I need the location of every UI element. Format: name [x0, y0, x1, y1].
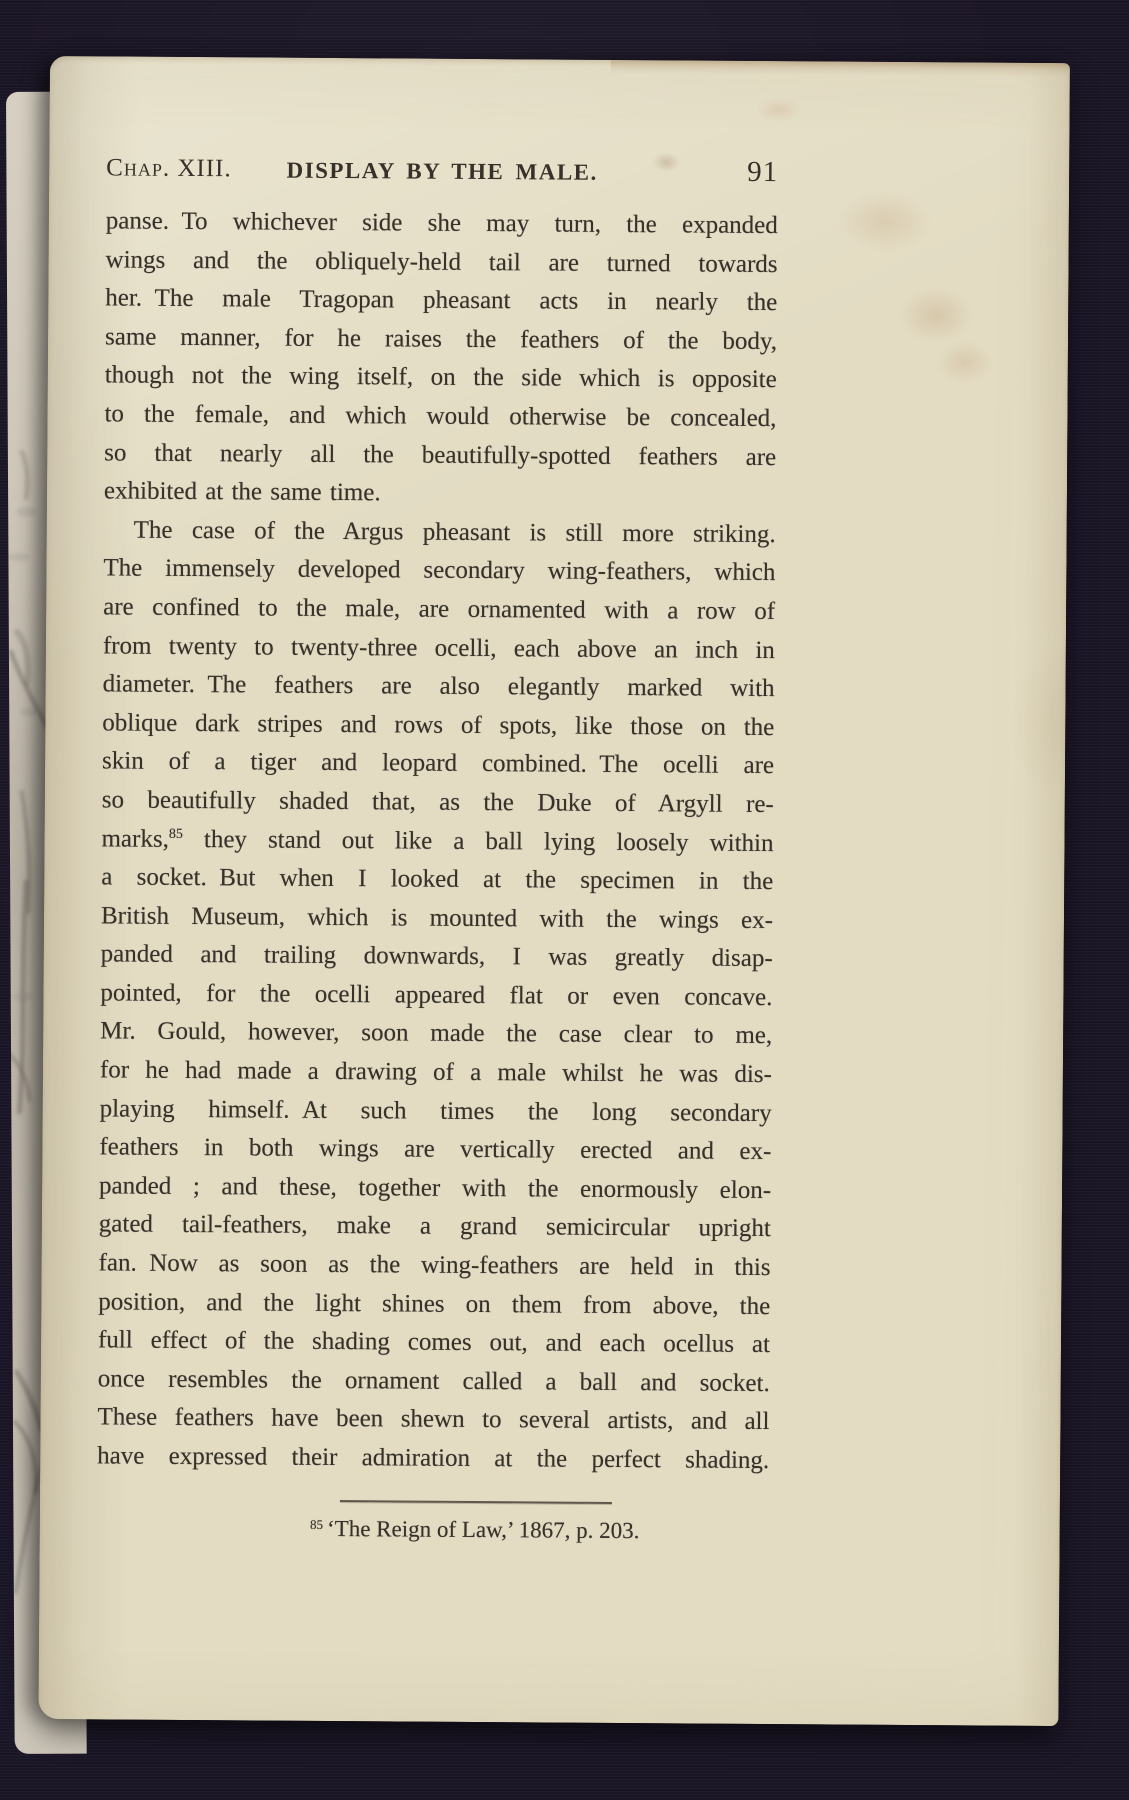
text-line: her. The male Tragopan pheasant acts in nearly the: [105, 284, 778, 317]
foxing-stain: [936, 339, 994, 385]
footnote-separator: [340, 1500, 612, 1504]
text-line: marks,$^{85}$ they stand out like a ball lying loosely within: [101, 824, 774, 857]
scanned-page: [38, 56, 1070, 1726]
text-line: so that nearly all the beautifully-spotted feathers are: [104, 438, 777, 471]
text-line: panded ; and these, together with the enormously elon-: [99, 1172, 772, 1204]
text-line: once resembles the ornament called a ball and socket.: [97, 1365, 770, 1397]
text-line: for he had made a drawing of a male whilst he was dis-: [99, 1056, 773, 1089]
text-line: so beautifully shaded that, as the Duke of Argyll re-: [101, 786, 774, 818]
foxing-stain: [1010, 643, 1070, 804]
text-line: fan. Now as soon as the wing-feathers are held in this: [98, 1249, 771, 1282]
text-line: from twenty to twenty-three ocelli, each above an inch in: [102, 631, 775, 664]
text-line: a socket. But when I looked at the specimen in the: [101, 863, 774, 896]
text-line: panse. To whichever side she may turn, the expanded: [105, 207, 778, 240]
text-line: feathers in both wings are vertically erected and ex-: [99, 1133, 772, 1166]
text-line: exhibited at the same time.: [103, 477, 381, 507]
footnote: [287, 1516, 663, 1545]
text-line: though not the wing itself, on the side which is opposite: [104, 361, 777, 394]
footnote-text: ‘The Reign of Law,’ 1867, p. 203.: [326, 1515, 640, 1544]
text-line: same manner, for he raises the feathers of the body,: [104, 323, 778, 355]
body-text: [97, 202, 778, 1480]
text-line: are confined to the male, are ornamented with a row of: [103, 593, 776, 626]
foxing-stain: [898, 286, 974, 345]
text-line: gated tail-feathers, make a grand semicircular upright: [98, 1210, 771, 1243]
running-title: DISPLAY BY THE MALE.: [286, 157, 598, 185]
text-line: skin of a tiger and leopard combined. The ocelli are: [101, 747, 775, 780]
text-line: Mr. Gould, however, soon made the case clear to me,: [100, 1017, 773, 1050]
text-line: pointed, for the ocelli appeared flat or even concave.: [100, 979, 773, 1011]
footnote-ref: 85: [168, 826, 183, 842]
text-line: oblique dark stripes and rows of spots, like those on the: [102, 709, 775, 741]
text-line: to the female, and which would otherwise be concealed,: [104, 400, 777, 433]
text-line: panded and trailing downwards, I was greatly disap-: [100, 940, 773, 973]
text-line: have expressed their admiration at the perfect shading.: [97, 1442, 770, 1475]
chapter-label: Chap. XIII.: [106, 154, 232, 183]
foxing-stain: [756, 97, 802, 123]
text-line: The case of the Argus pheasant is still more striking.: [133, 516, 776, 548]
foxing-stain: [611, 60, 1070, 77]
text-line: diameter. The feathers are also elegantly marked with: [102, 670, 775, 703]
text-line: British Museum, which is mounted with the wings ex-: [100, 902, 774, 934]
text-line: full effect of the shading comes out, and each ocellus at: [97, 1326, 771, 1359]
footnote-marker: 85: [310, 1516, 324, 1532]
foxing-stain: [837, 190, 933, 253]
page-header: [106, 142, 778, 187]
text-line: position, and the light shines on them from above, the: [98, 1287, 771, 1320]
text-line: The immensely developed secondary wing-feathers, which: [103, 554, 776, 587]
page-number: 91: [747, 155, 779, 189]
text-line: playing himself. At such times the long secondary: [99, 1095, 772, 1127]
text-line: These feathers have been shewn to several artists, and all: [97, 1403, 770, 1436]
text-line: wings and the obliquely-held tail are turned towards: [105, 245, 778, 278]
